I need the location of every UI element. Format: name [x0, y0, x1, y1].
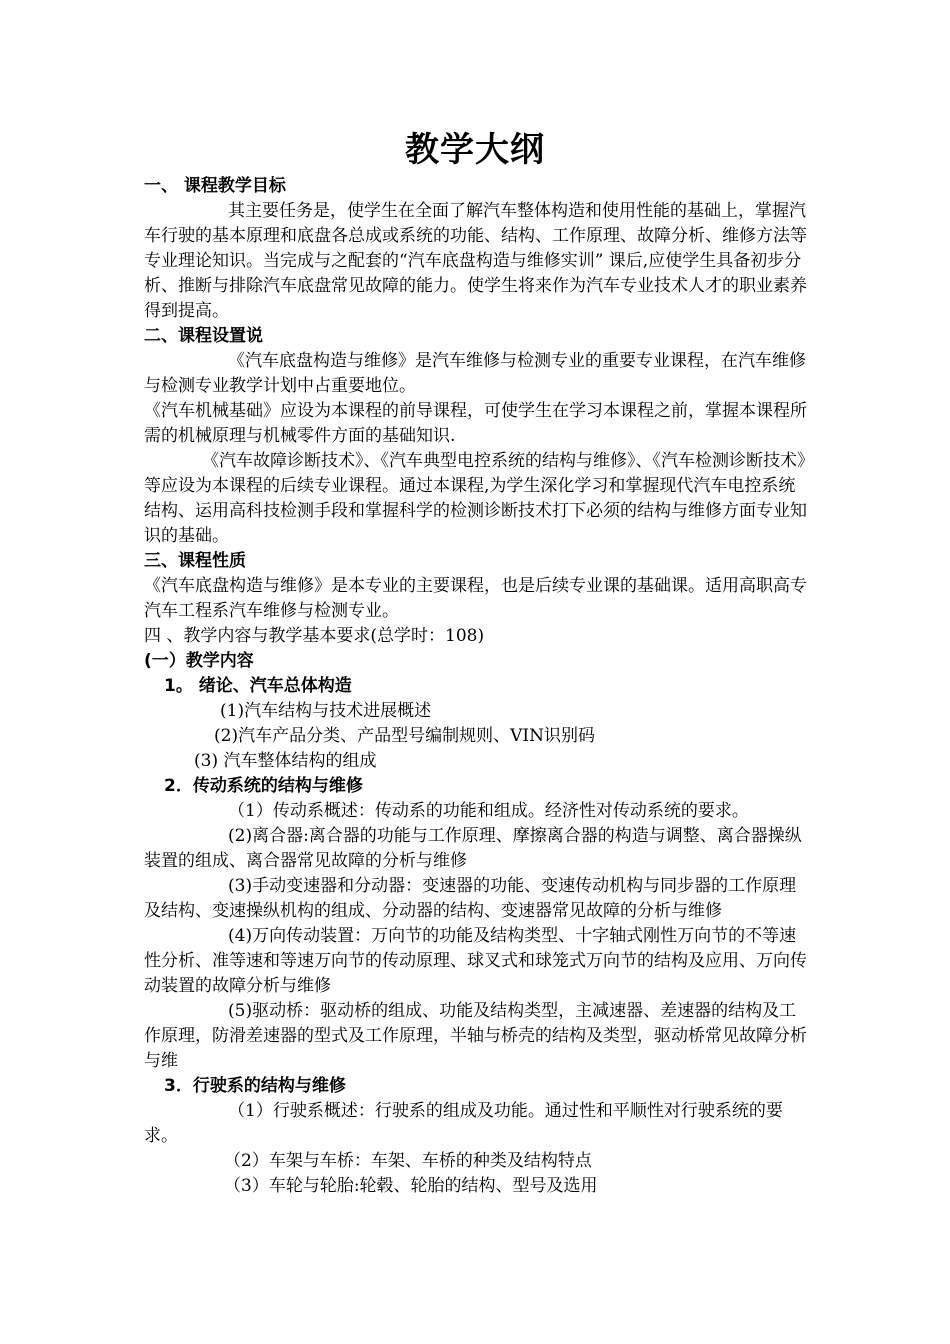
- unit2-item-2: (2)离合器:离合器的功能与工作原理、摩擦离合器的构造与调整、离合器操纵装置的组成、离合器常见故障的分析与维修: [144, 826, 802, 871]
- unit1-heading: 1。 绪论、汽车总体构造: [164, 676, 352, 696]
- unit3-item-3: （3）车轮与轮胎:轮毂、轮胎的结构、型号及选用: [224, 1176, 598, 1196]
- section2-paragraph-3: 《汽车故障诊断技术》、《汽车典型电控系统的结构与维修》、《汽车检测诊断技术》等应设为本课程的后续专业课程。通过本课程,为学生深化学习和掌握现代汽车电控系统结构、运用高科技检测手段和掌握科学的检测诊断技术打下必须的结构与维修方面专业知识的基础。: [144, 451, 807, 546]
- unit1-item-3: (3) 汽车整体结构的组成: [194, 751, 377, 771]
- unit2-item-5: (5)驱动桥：驱动桥的组成、功能及结构类型，主减速器、差速器的结构及工作原理，防滑差速器的型式及工作原理，半轴与桥壳的结构及类型，驱动桥常见故障分析与维: [144, 1001, 807, 1071]
- unit2-item-3: (3)手动变速器和分动器：变速器的功能、变速传动机构与同步器的工作原理及结构、变速操纵机构的组成、分动器的结构、变速器常见故障的分析与维修: [144, 876, 797, 921]
- section3-heading: 三、课程性质: [144, 551, 246, 571]
- unit3-heading: 3．行驶系的结构与维修: [164, 1076, 346, 1096]
- section2-paragraph-1: 《汽车底盘构造与维修》是汽车维修与检测专业的重要专业课程，在汽车维修与检测专业教学计划中占重要地位。: [144, 351, 806, 396]
- section3-paragraph-1: 《汽车底盘构造与维修》是本专业的主要课程，也是后续专业课的基础课。适用高职高专汽车工程系汽车维修与检测专业。: [144, 576, 807, 621]
- unit2-heading: 2．传动系统的结构与维修: [164, 776, 363, 796]
- section4-subheading: (一）教学内容: [144, 651, 254, 671]
- unit3-item-2: （2）车架与车桥：车架、车桥的种类及结构特点: [224, 1151, 592, 1171]
- unit1-item-2: (2)汽车产品分类、产品型号编制规则、VIN识别码: [214, 726, 595, 746]
- unit1-item-1: (1)汽车结构与技术进展概述: [220, 701, 432, 721]
- unit3-item-1: （1）行驶系概述：行驶系的组成及功能。通过性和平顺性对行驶系统的要求。: [144, 1101, 783, 1146]
- unit2-item-1: （1）传动系概述：传动系的功能和组成。经济性对传动系统的要求。: [228, 801, 749, 821]
- section1-paragraph: 其主要任务是，使学生在全面了解汽车整体构造和使用性能的基础上，掌握汽车行驶的基本原理和底盘各总成或系统的功能、结构、工作原理、故障分析、维修方法等专业理论知识。当完成与之配套的“汽车底盘构造与维修实训” 课后,应使学生具备初步分析、推断与排除汽车底盘常见故障的能力。使学生将来作为汽车专业技术人才的职业素养得到提高。: [144, 201, 807, 321]
- section2-heading: 二、课程设置说: [144, 326, 263, 346]
- document-title: 教学大纲: [405, 130, 545, 170]
- section1-heading: 一、 课程教学目标: [144, 176, 286, 196]
- unit2-item-4: (4)万向传动装置：万向节的功能及结构类型、十字轴式刚性万向节的不等速性分析、准等速和等速万向节的传动原理、球叉式和球笼式万向节的结构及应用、万向传动装置的故障分析与维修: [144, 926, 807, 996]
- section2-paragraph-2: 《汽车机械基础》应设为本课程的前导课程，可使学生在学习本课程之前，掌握本课程所需的机械原理与机械零件方面的基础知识.: [144, 401, 807, 446]
- section4-heading: 四 、教学内容与教学基本要求(总学时：108): [144, 626, 485, 646]
- document-body: [144, 174, 812, 1199]
